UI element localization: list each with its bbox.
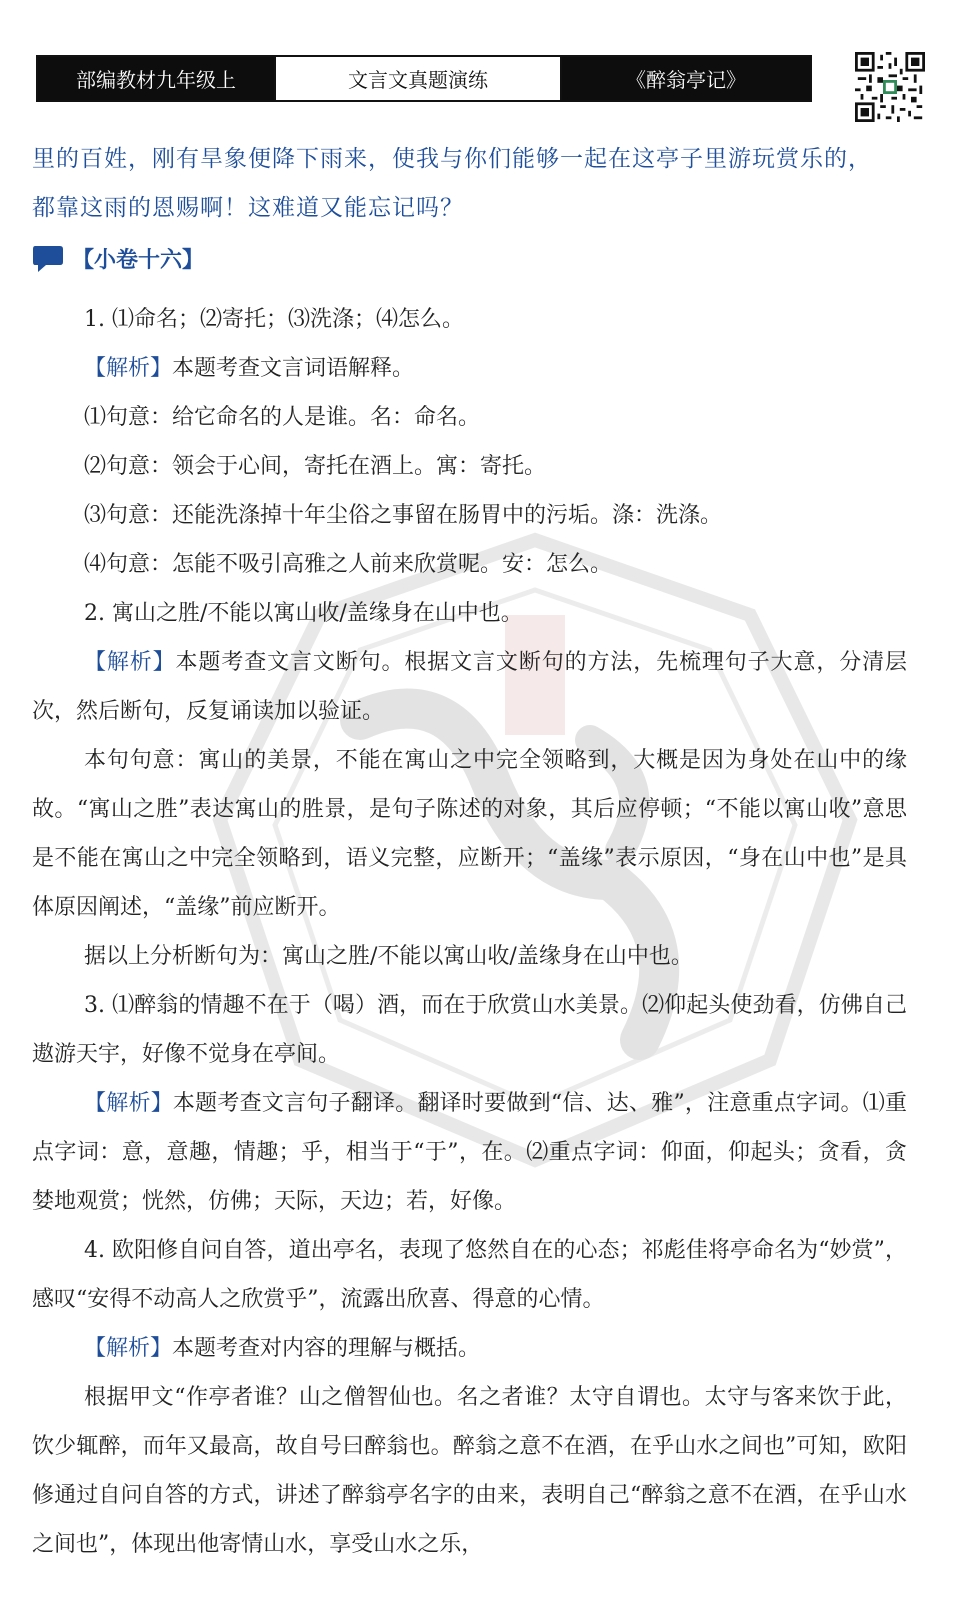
analysis-4-text: 本题考查对内容的理解与概括。 <box>172 1336 481 1361</box>
analysis-3 <box>32 1079 907 1226</box>
intro-line-1: 里的百姓，刚有旱象便降下雨来，使我与你们能够一起在这亭子里游玩赏乐的， <box>32 146 872 172</box>
analysis-1-item-3 <box>32 491 907 540</box>
analysis-2-conclusion <box>32 932 907 981</box>
analysis-2-text: 本题考查文言文断句。根据文言文断句的方法，先梳理句子大意，分清层次，然后断句，反复诵读加以验证。 <box>32 650 907 724</box>
analysis-1-item-1 <box>32 393 907 442</box>
answer-3 <box>32 981 907 1079</box>
analysis-1-text: 本题考查文言词语解释。 <box>172 356 415 381</box>
intro-line-2: 都靠这雨的恩赐啊！这难道又能忘记吗？ <box>32 195 464 221</box>
analysis-4 <box>32 1324 907 1373</box>
answer-1 <box>32 295 907 344</box>
analysis-1-item-3-text: ⑶句意：还能洗涤掉十年尘俗之事留在肠胃中的污垢。涤：洗涤。 <box>84 503 723 528</box>
answer-3-text: 3. ⑴醉翁的情趣不在于（喝）酒，而在于欣赏山水美景。⑵仰起头使劲看，仿佛自己遨游天宇，好像不觉身在亭间。 <box>32 993 907 1067</box>
analysis-1 <box>32 344 907 393</box>
qr-code-icon <box>855 52 925 122</box>
analysis-4-detail <box>32 1373 907 1569</box>
analysis-2 <box>32 638 907 736</box>
bookmark-tab-icon <box>32 244 66 274</box>
section-title-text: 【小卷十六】 <box>72 248 205 273</box>
header-article-title: 《醉翁亭记》 <box>562 57 810 100</box>
header-topic-label: 文言文真题演练 <box>274 57 562 100</box>
answer-2 <box>32 589 907 638</box>
analysis-tag: 【解析】 <box>84 1091 173 1116</box>
analysis-4-detail-text: 根据甲文“作亭者谁？山之僧智仙也。名之者谁？太守自谓也。太守与客来饮于此，饮少辄醉，而年又最高，故自号曰醉翁也。醉翁之意不在酒，在乎山水之间也”可知，欧阳修通过自问自答的方式，讲述了醉翁亭名字的由来，表明自己“醉翁之意不在酒，在乎山水之间也”，体现出他寄情山水，享受山水之乐， <box>32 1385 908 1557</box>
analysis-2-detail <box>32 736 907 932</box>
answer-2-text: 2. 寓山之胜/不能以寓山收/盖缘身在山中也。 <box>84 601 523 626</box>
analysis-1-item-4-text: ⑷句意：怎能不吸引高雅之人前来欣赏呢。安：怎么。 <box>84 552 613 577</box>
header-bar <box>36 55 812 102</box>
answer-4 <box>32 1226 907 1324</box>
analysis-1-item-1-text: ⑴句意：给它命名的人是谁。名：命名。 <box>84 405 481 430</box>
analysis-2-conclusion-text: 据以上分析断句为：寓山之胜/不能以寓山收/盖缘身在山中也。 <box>84 944 693 969</box>
answer-4-text: 4. 欧阳修自问自答，道出亭名，表现了悠然自在的心态；祁彪佳将亭命名为“妙赏”，感叹“安得不动高人之欣赏乎”，流露出欣喜、得意的心情。 <box>32 1238 907 1312</box>
analysis-1-item-2 <box>32 442 907 491</box>
analysis-tag: 【解析】 <box>84 1336 173 1361</box>
analysis-tag: 【解析】 <box>84 356 173 381</box>
analysis-2-detail-text: 本句句意：寓山的美景，不能在寓山之中完全领略到，大概是因为身处在山中的缘故。“寓山之胜”表达寓山的胜景，是句子陈述的对象，其后应停顿；“不能以寓山收”意思是不能在寓山之中完全领略到，语义完整，应断开；“盖缘”表示原因，“身在山中也”是具体原因阐述，“盖缘”前应断开。 <box>32 748 907 920</box>
analysis-tag: 【解析】 <box>84 650 176 675</box>
section-title <box>32 243 204 274</box>
header-grade-label: 部编教材九年级上 <box>38 57 274 100</box>
analysis-1-item-4 <box>32 540 907 589</box>
answer-1-text: 1. ⑴命名；⑵寄托；⑶洗涤；⑷怎么。 <box>84 307 464 332</box>
analysis-3-text: 本题考查文言句子翻译。翻译时要做到“信、达、雅”，注意重点字词。⑴重点字词：意，意趣，情趣；乎，相当于“于”，在。⑵重点字词：仰面，仰起头；贪看，贪婪地观赏；恍然，仿佛；天际，天边；若，好像。 <box>32 1091 907 1214</box>
analysis-1-item-2-text: ⑵句意：领会于心间，寄托在酒上。寓：寄托。 <box>84 454 547 479</box>
